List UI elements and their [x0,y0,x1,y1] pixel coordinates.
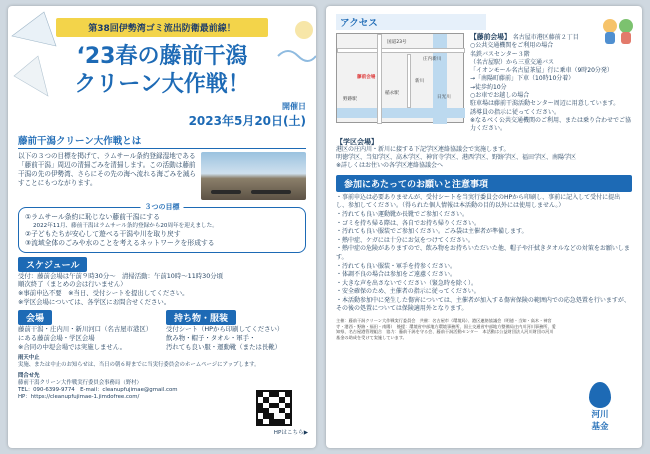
goal-2: ②子どもたちが安心して遊べる干潟や川を取り戻す [25,229,181,238]
event-banner: 第38回伊勢湾ゴミ流出防衛最前線！ [56,18,268,37]
venue-access-line: →「南陽町藤前」下車（10時10分着） [470,75,575,83]
items-line: 飲み物・帽子・タオル・軍手・ [166,334,256,343]
map-label-venue: 藤前会場 [357,75,376,80]
qr-code-icon[interactable] [256,390,292,426]
date-label: 開催日 [282,102,306,111]
access-heading: アクセス [336,14,486,30]
school-line: 明徳学区、当知学区、高木学区、神宮寺学区、港西学区、野跡学区、福田学区、南陽学区 [336,154,577,162]
map-label: 稲永駅 [385,91,399,96]
contact-tel-email: TEL：090-6399-9774 E-mail：cleanupfujimae@gmail.com [18,387,178,394]
about-heading: 藤前干潟クリーン大作戦とは [18,133,306,149]
venue-section [18,306,158,351]
rain-heading: 雨天中止 [18,355,40,362]
notice-item: ・本活動参加中に発生した傷害については、主催者が加入する傷害保険の範囲内での応急処置を行いますが、その後の処置については保険適用外となります。 [336,296,630,313]
river-fund-logo [570,382,630,432]
schedule-line: 順次終了（まとめの会は行いません） [18,280,127,289]
about-text: 以下の３つの目標を掲げて、ラムサール条約登録湿地である「藤前干潟」周辺の清掃ごみを清掃します。この活動は藤前干潟の先の伊勢湾、さらにその先の海へ流れる海ごみを減らすことにもつながります。 [18,152,197,187]
event-date-block [18,101,306,129]
map-label: 新川 [415,79,425,84]
wave-decoration-icon [276,16,316,76]
schedule-line: ※学区会場については、各学区にお問合せください。 [18,297,171,306]
access-map [336,33,464,123]
schedule-line: ※事前申込不要 ※当日、受付シートを提出してください。 [18,288,189,297]
event-date: 2023年5月20日(土) [188,114,306,128]
rain-text: 実施、または中止のお知らせは、当日の朝６時までに当実行委員会のホームページにアップします。 [18,362,260,369]
schedule-heading: スケジュール [18,257,87,272]
contact-hp-link[interactable]: HP：https://cleanupfujimae-1.jimdofree.com/ [18,394,140,401]
venue-access-line: ※なるべく公共交通機関のご利用、または乗り合わせでご協力ください。 [470,116,632,133]
hp-label: HPはこちら▶ [273,430,308,436]
venue-access-line: ○公共交通機関をご利用の場合 [470,42,554,50]
schedule-line: 受付：藤前会場は午前９時30分～ 清掃活動：午前10時～11時30分頃 [18,271,224,280]
logo-text-2: 基金 [591,422,609,432]
notice-heading: 参加にあたってのお願いと注意事項 [336,175,632,192]
venue-line: にある藤前会場・学区会場 [18,334,95,343]
goals-box [18,203,306,253]
goal-1: ①ラムサール条約に恥じない藤前干潟にする [25,213,160,221]
event-title [18,43,306,99]
school-line: ※詳しくはお住いの各学区連絡協議会へ [336,162,444,170]
mascot-characters-icon [600,14,636,46]
goal-3: ③流域全体のごみや水のことを考えるネットワークを形成する [25,239,215,247]
notice-item: ・事前申込は必要ありませんが、受付シートを当実行委員会のHPから印刷し、事前に記入して受付に提出し、参加してください。（得られた個人情報は本活動の目的以外には使用しません。） [336,193,621,210]
school-line: 港区の庄内川・新川に接する下記学区連絡協議会で実施します。 [336,145,510,153]
notice-item: ・熱中症、ケガには十分にお気をつけてください。 [336,236,474,244]
logo-text-1: 河川 [591,410,609,420]
venue-access-line: 名鉄バスセンター３階 [470,50,530,58]
venue-access-line: →徒歩約10分 [470,83,507,91]
school-venue-section [336,138,632,171]
venue-line: 藤前干潟・庄内川・新川河口（名古屋市港区） [18,325,153,334]
items-line: 汚れても良い服・運動靴（または長靴） [166,342,282,351]
map-label: 日光川 [437,95,451,100]
about-section [18,152,306,200]
schedule-list [18,272,306,307]
notice-item: ・ゴミを持ち帰る際は、各自でお持ち帰りください。 [336,219,481,227]
venue-access-line: 「イオンモール名古屋茶屋」行に乗車（9時20分発） [470,67,613,75]
flyer-front [8,6,316,448]
venue-access-line: 駐車場は藤前干潟活動センター周辺に用意しています。 [470,100,620,108]
flyer-back [326,6,642,448]
water-drop-icon [589,382,611,408]
venue-access-line: （名古屋駅）から三重交通バス [470,58,555,66]
venue-access-heading: 【藤前会場】 [470,33,511,41]
venue-items-row [18,306,306,351]
venue-heading: 会場 [18,310,52,325]
notice-list [336,194,632,314]
school-venue-heading: 【学区会場】 [336,137,378,146]
venue-access-line: 誘導員の指示に従ってください。 [470,108,561,116]
goal-1-note: 2022年11月、藤前干潟はラムサール条約登録から20周年を迎えました。 [33,222,218,229]
goals-tag: ３つの目標 [141,202,184,212]
items-list [166,325,306,351]
items-line: 受付シート（HPから印刷してください） [166,325,284,334]
map-label: 国道23号 [387,40,407,45]
map-label: 庄内新川 [423,57,442,62]
notice-item: ・汚れても良い服装でご参加ください。ごみ袋は主催者が準備します。 [336,228,528,236]
notice-item: ・熱中症の危険がありますので、飲み物をお持ちいただいた他、帽子や汗拭きタオルなどの対策をお願いします。 [336,245,630,261]
venue-address: 名古屋市港区藤前２丁目 [512,34,579,41]
access-section [336,33,632,134]
organizer-fine-print: 主催：藤前干潟クリーン大作戦実行委員会 共催：名古屋市（環境局）、港区連絡協議会（明徳・当知・高木・神宮寺・港西・野跡・福田・南陽） 後援：環境省中部地方環境事務所、国土交通省中部地方整備局庄内川河川事務所、愛知県、名古屋港管理組合 協力：藤前干潟を守る会、藤前干潟活動センター 本活動は公益財団法人河川財団の河川基金の助成を受けて実施しています。 [336,318,556,340]
rain-notice [18,355,306,369]
venue-access-line: ○お車でお越しの場合 [470,92,530,100]
contact-org: 藤前干潟クリーン大作戦実行委員会事務局（野村） [18,380,142,387]
items-heading: 持ち物・服装 [166,310,236,325]
venue-access-info [470,33,632,134]
map-label: 野跡駅 [343,97,357,102]
items-section [166,306,306,351]
notice-item: ・汚れても良い運動靴か長靴でご参加ください。 [336,210,469,218]
bird-decoration-icon [8,6,60,116]
venue-list [18,325,158,351]
notice-item: ・安全確保のため、主催者の指示に従ってください。 [336,288,480,296]
title-line-2: クリーン大作戦！ [74,72,250,97]
tidal-flat-photo [201,152,306,200]
venue-line: ※合同の中堤会場では実施しません。 [18,342,126,351]
notice-item: ・大きな声を出さないでください（緊急時を除く）。 [336,279,478,287]
notice-item: ・汚れても良い服装・軍手を持参ください。 [336,262,457,270]
title-line-1: ‘23春の藤前干潟 [76,44,248,69]
notice-item: ・体調不良の場合は参加をご遠慮ください。 [336,271,457,279]
contact-heading: 問合せ先 [18,373,40,380]
